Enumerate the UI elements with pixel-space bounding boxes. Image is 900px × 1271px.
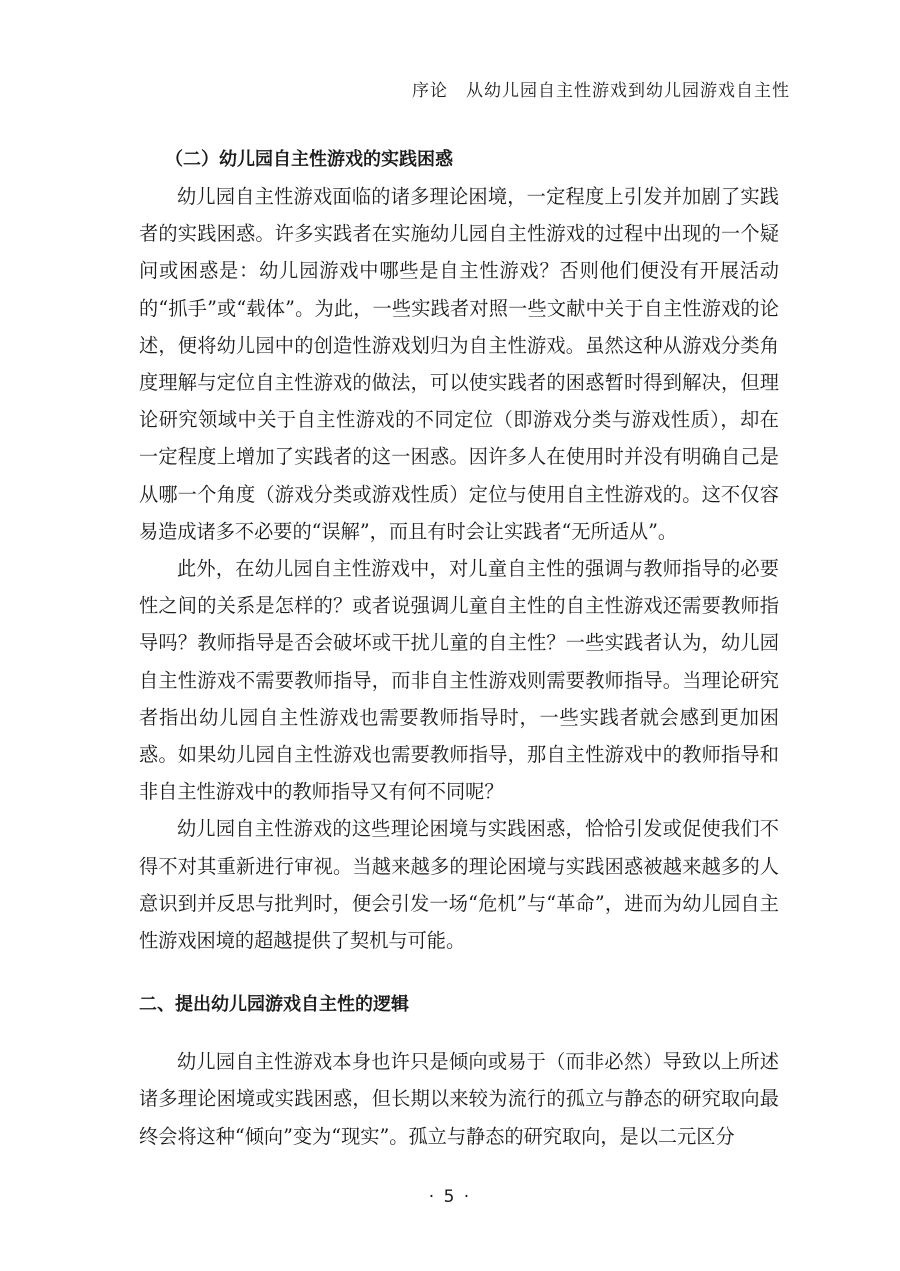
subsection-heading: （二）幼儿园自主性游戏的实践困惑 [165, 149, 453, 170]
running-header: 序论 从幼儿园自主性游戏到幼儿园游戏自主性 [412, 81, 790, 101]
body-paragraph: 此外，在幼儿园自主性游戏中，对儿童自主性的强调与教师指导的必要性之间的关系是怎样的？或者说强调儿童自主性的自主性游戏还需要教师指导吗？教师指导是否会破坏或干扰儿童的自主性？一些实践者认为，幼儿园自主性游戏不需要教师指导，而非自主性游戏则需要教师指导。当理论研究者指出幼儿园自主性游戏也需要教师指导时，一些实践者就会感到更加困惑。如果幼儿园自主性游戏也需要教师指导，那自主性游戏中的教师指导和非自主性游戏中的教师指导又有何不同呢？ [139, 557, 779, 804]
page-number: · 5 · [428, 1187, 472, 1207]
body-paragraph: 幼儿园自主性游戏本身也许只是倾向或易于（而非必然）导致以上所述诸多理论困境或实践困惑，但长期以来较为流行的孤立与静态的研究取向最终会将这种“倾向”变为“现实”。孤立与静态的研究取向，是以二元区分 [139, 1050, 779, 1148]
body-paragraph: 幼儿园自主性游戏的这些理论困境与实践困惑，恰恰引发或促使我们不得不对其重新进行审视。当越来越多的理论困境与实践困惑被越来越多的人意识到并反思与批判时，便会引发一场“危机”与“革命”，进而为幼儿园自主性游戏困境的超越提供了契机与可能。 [139, 817, 779, 953]
section-heading: 二、提出幼儿园游戏自主性的逻辑 [139, 994, 409, 1016]
page-body [139, 142, 779, 1155]
body-paragraph: 幼儿园自主性游戏面临的诸多理论困境，一定程度上引发并加剧了实践者的实践困惑。许多实践者在实施幼儿园自主性游戏的过程中出现的一个疑问或困惑是：幼儿园游戏中哪些是自主性游戏？否则他们便没有开展活动的“抓手”或“载体”。为此，一些实践者对照一些文献中关于自主性游戏的论述，便将幼儿园中的创造性游戏划归为自主性游戏。虽然这种从游戏分类角度理解与定位自主性游戏的做法，可以使实践者的困惑暂时得到解决，但理论研究领域中关于自主性游戏的不同定位（即游戏分类与游戏性质），却在一定程度上增加了实践者的这一困惑。因许多人在使用时并没有明确自己是从哪一个角度（游戏分类或游戏性质）定位与使用自主性游戏的。这不仅容易造成诸多不必要的“误解”，而且有时会让实践者“无所适从”。 [139, 185, 779, 543]
